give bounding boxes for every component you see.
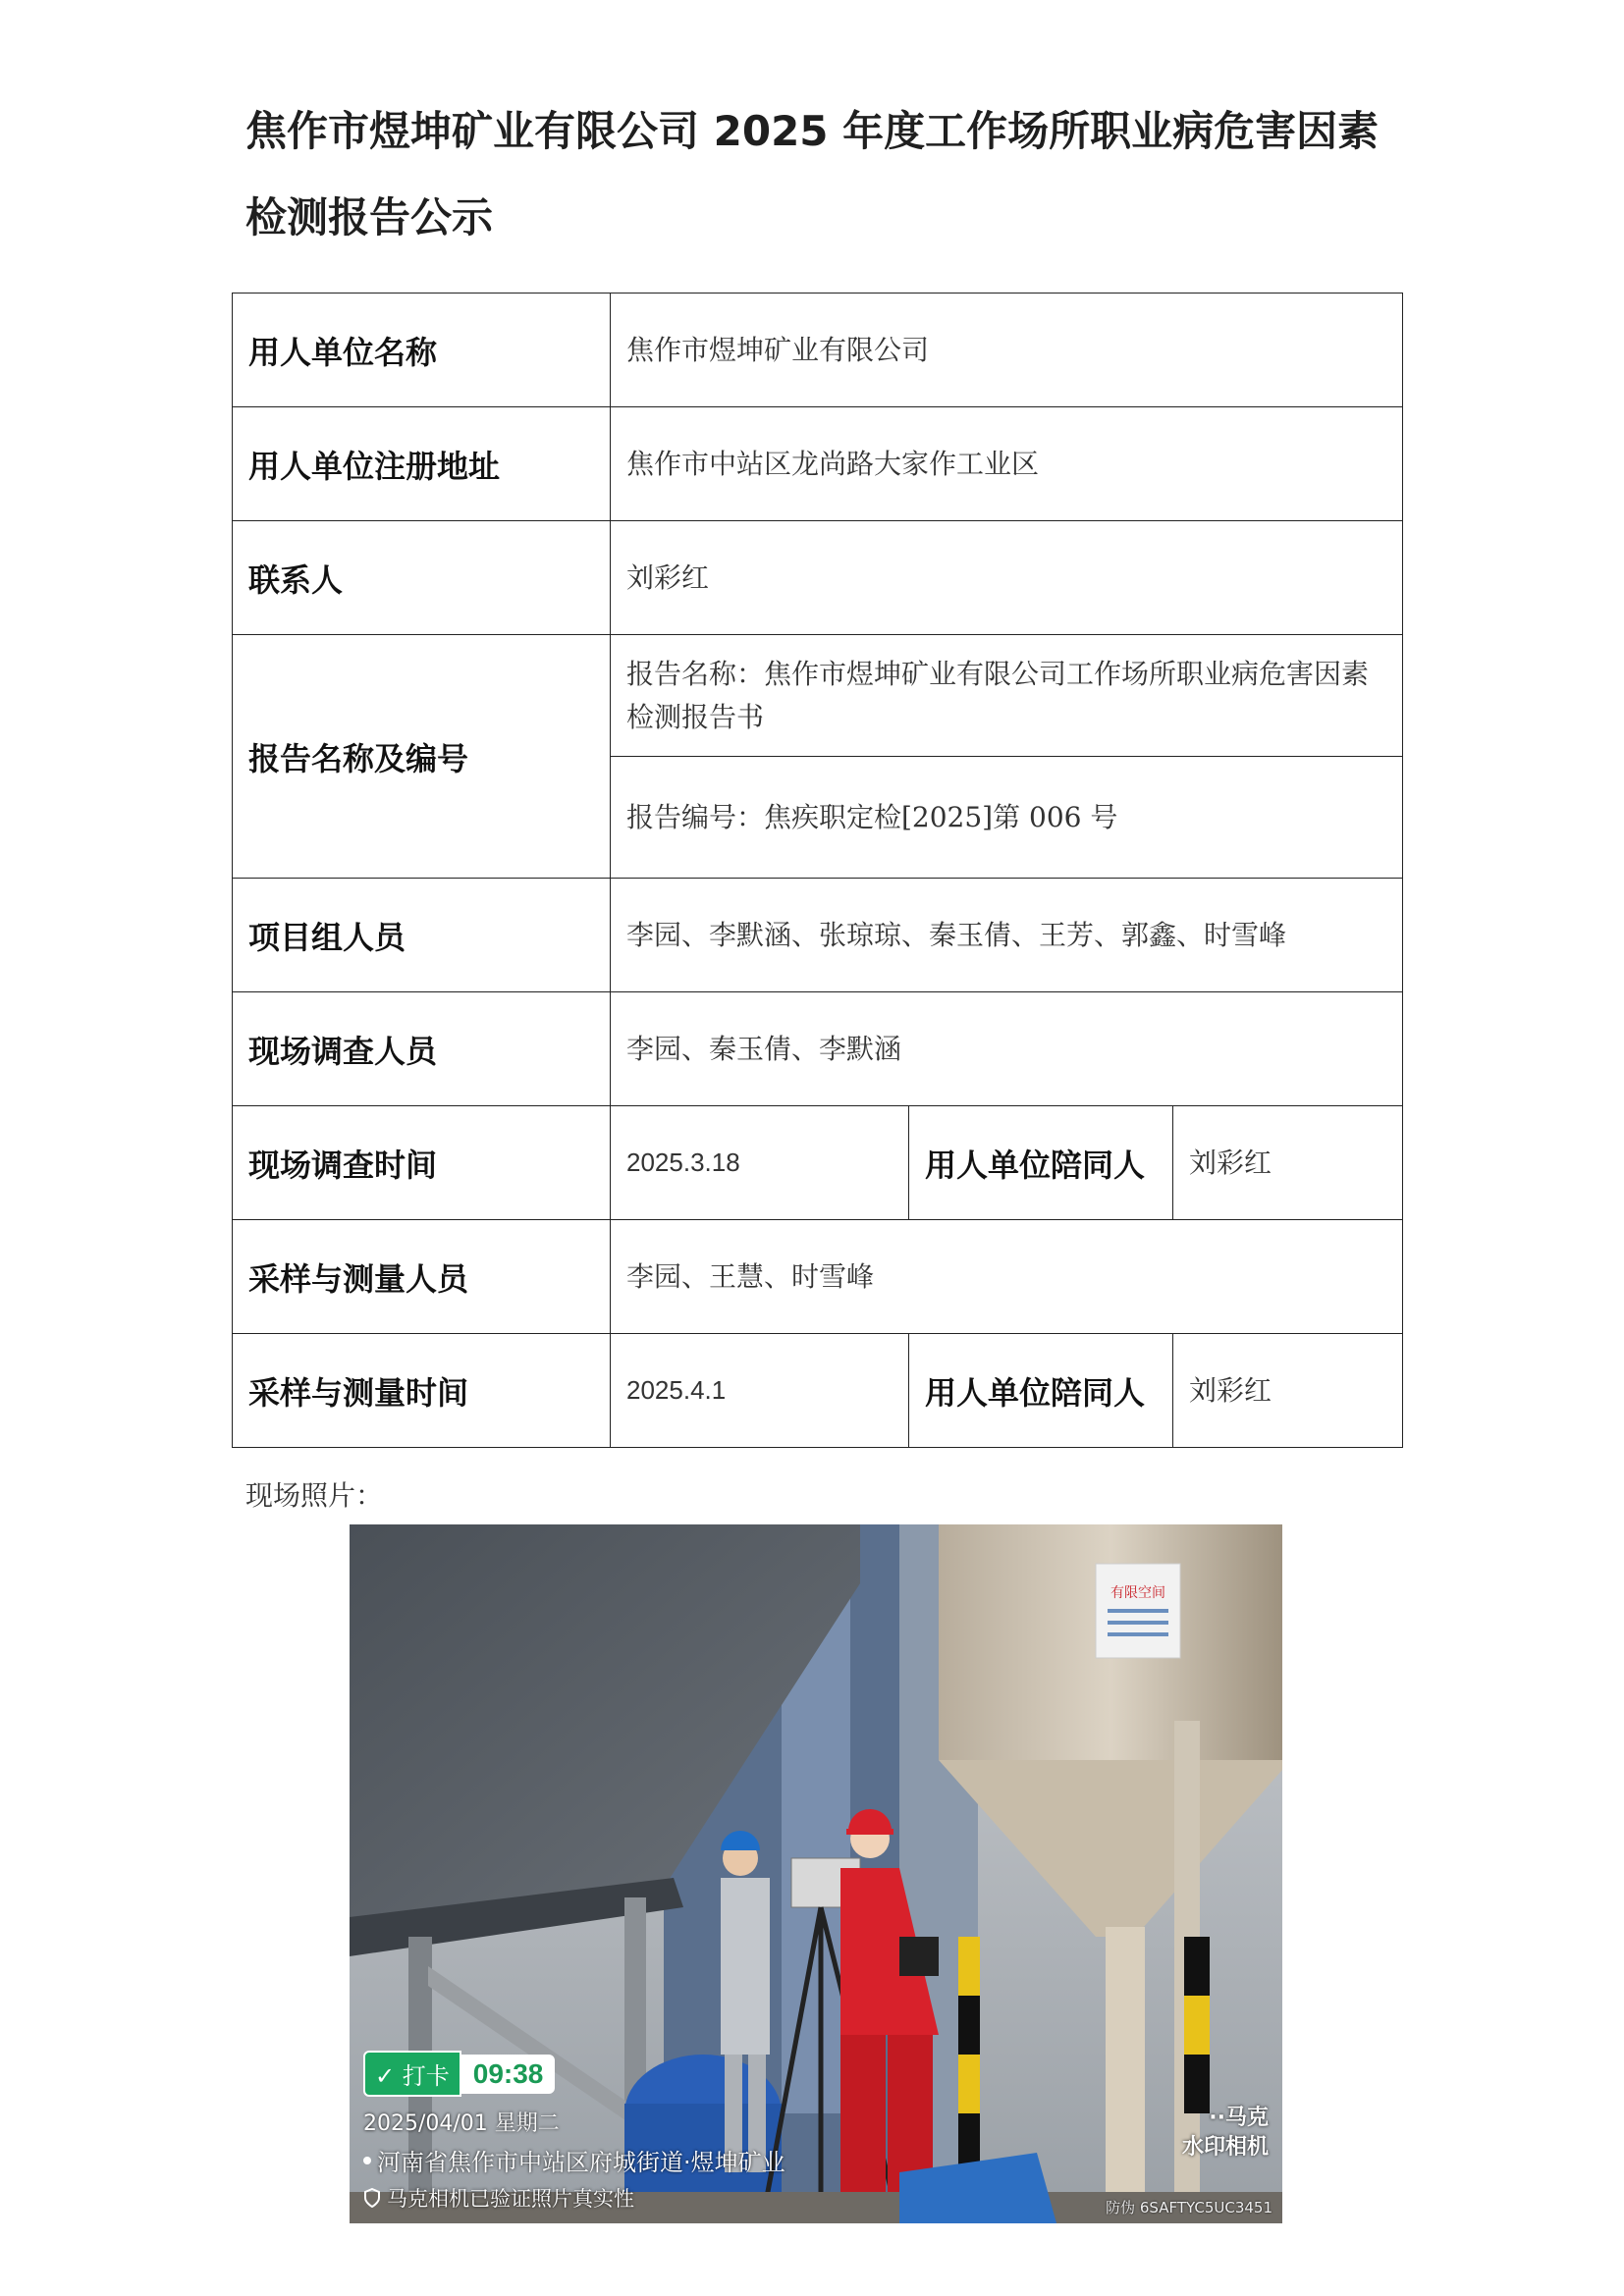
silo-sign-title: 有限空间: [1110, 1585, 1165, 1601]
info-table: [232, 293, 1403, 1448]
sampling-time: 2025.4.1: [611, 1334, 909, 1448]
escort-2: 刘彩红: [1173, 1334, 1403, 1448]
checkin-check-icon: ✓ 打卡: [363, 2051, 461, 2097]
table-row: [233, 1334, 1403, 1448]
team-label: 项目组人员: [233, 879, 611, 992]
photo-date: 2025/04/01 星期二: [363, 2111, 560, 2136]
sampling-staff: 李园、王慧、时雪峰: [611, 1220, 1403, 1334]
site-photo: [350, 1524, 1282, 2223]
table-row: [233, 521, 1403, 635]
table-row: [233, 635, 1403, 757]
contact: 刘彩红: [611, 521, 1403, 635]
escort-label-1: 用人单位陪同人: [909, 1106, 1173, 1220]
team: 李园、李默涵、张琼琼、秦玉倩、王芳、郭鑫、时雪峰: [611, 879, 1403, 992]
report-number: 报告编号：焦疾职定检[2025]第 006 号: [611, 757, 1403, 879]
brand-line-1: ··马克: [1209, 2106, 1269, 2130]
sampling-time-label: 采样与测量时间: [233, 1334, 611, 1448]
checkin-badge: [363, 2051, 785, 2097]
table-row: [233, 879, 1403, 992]
photo-verified: 马克相机已验证照片真实性: [387, 2187, 634, 2211]
photo-location: 河南省焦作市中站区府城街道·煜坤矿业: [377, 2149, 785, 2176]
antifake-code: 防伪 6SAFTYC5UC3451: [1106, 2199, 1272, 2216]
escort-1: 刘彩红: [1173, 1106, 1403, 1220]
escort-label-2: 用人单位陪同人: [909, 1334, 1173, 1448]
checkin-label: 打卡: [402, 2062, 450, 2090]
survey-time: 2025.3.18: [611, 1106, 909, 1220]
survey-staff-label: 现场调查人员: [233, 992, 611, 1106]
report-label: 报告名称及编号: [233, 635, 611, 879]
shield-icon: [363, 2188, 381, 2208]
survey-time-label: 现场调查时间: [233, 1106, 611, 1220]
brand-line-2: 水印相机: [1181, 2135, 1269, 2160]
table-row: [233, 992, 1403, 1106]
address-label: 用人单位注册地址: [233, 407, 611, 521]
table-row: [233, 1220, 1403, 1334]
employer-name-label: 用人单位名称: [233, 294, 611, 407]
watermark-stamp: [363, 2051, 785, 2213]
checkin-time: 09:38: [461, 2055, 556, 2094]
sampling-staff-label: 采样与测量人员: [233, 1220, 611, 1334]
location-dot-icon: [363, 2157, 371, 2164]
table-row: [233, 1106, 1403, 1220]
page-title: 焦作市煜坤矿业有限公司 2025 年度工作场所职业病危害因素检测报告公示: [245, 107, 1380, 241]
report-name: 报告名称：焦作市煜坤矿业有限公司工作场所职业病危害因素检测报告书: [611, 635, 1403, 757]
employer-name: 焦作市煜坤矿业有限公司: [611, 294, 1403, 407]
photo-caption: 现场照片：: [245, 1479, 384, 1512]
survey-staff: 李园、秦玉倩、李默涵: [611, 992, 1403, 1106]
table-row: [233, 294, 1403, 407]
table-row: [233, 407, 1403, 521]
photo-location-row: [363, 2143, 785, 2177]
address: 焦作市中站区龙尚路大家作工业区: [611, 407, 1403, 521]
contact-label: 联系人: [233, 521, 611, 635]
photo-verify-row: [363, 2183, 785, 2213]
camera-brand: [1182, 2104, 1269, 2163]
